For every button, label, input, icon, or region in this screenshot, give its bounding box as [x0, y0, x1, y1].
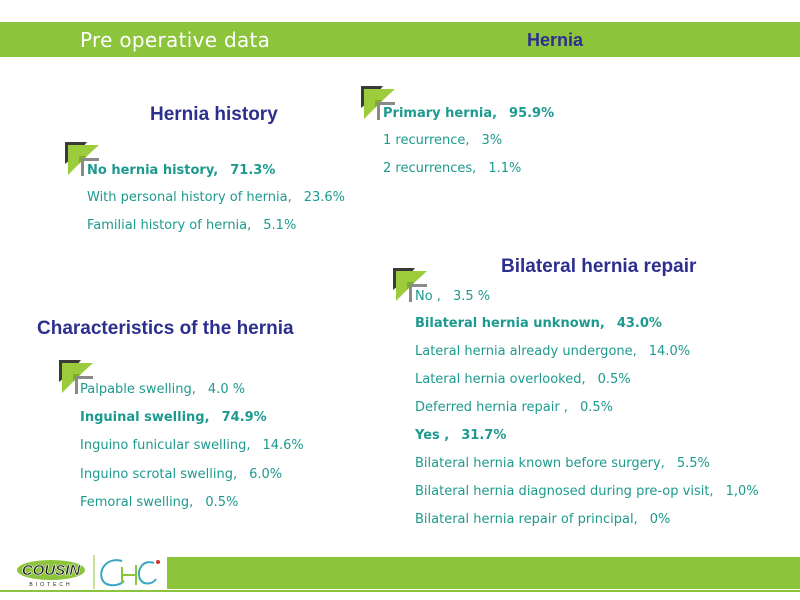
characteristics-title: Characteristics of the hernia — [37, 318, 294, 339]
list-item: Familial history of hernia, 5.1% — [87, 218, 297, 233]
svg-text:BIOTECH: BIOTECH — [29, 582, 73, 588]
list-item: With personal history of hernia, 23.6% — [87, 190, 346, 205]
list-item: Bilateral hernia known before surgery, 5.5% — [415, 456, 710, 471]
list-item: 1 recurrence, 3% — [383, 133, 503, 148]
bilateral-repair-title: Bilateral hernia repair — [501, 256, 697, 277]
list-item: Bilateral hernia diagnosed during pre-op visit, 1,0% — [415, 484, 759, 499]
list-item: Bilateral hernia unknown, 43.0% — [415, 316, 662, 331]
chc-logo — [92, 553, 164, 591]
list-item: Lateral hernia overlooked, 0.5% — [415, 372, 631, 387]
list-item: Inguino funicular swelling, 14.6% — [80, 438, 304, 453]
list-item: Femoral swelling, 0.5% — [80, 495, 239, 510]
list-item: Deferred hernia repair , 0.5% — [415, 400, 613, 415]
list-item: Primary hernia, 95.9% — [383, 106, 555, 121]
list-item: Palpable swelling, 4.0 % — [80, 382, 246, 397]
list-item: No , 3.5 % — [415, 289, 491, 304]
svg-text:COUSIN: COUSIN — [21, 562, 81, 579]
list-item: Lateral hernia already undergone, 14.0% — [415, 344, 691, 359]
list-item: 2 recurrences, 1.1% — [383, 161, 522, 176]
footer-bar — [167, 557, 800, 589]
list-item: Inguino scrotal swelling, 6.0% — [80, 467, 283, 482]
list-item: Yes , 31.7% — [415, 428, 507, 443]
page-title: Pre operative data — [80, 28, 271, 52]
list-item: Inguinal swelling, 74.9% — [80, 410, 267, 425]
hernia-history-title: Hernia history — [150, 104, 278, 125]
list-item: No hernia history, 71.3% — [87, 163, 276, 178]
cousin-biotech-logo — [16, 558, 86, 588]
section-heading-hernia: Hernia — [527, 30, 584, 50]
list-item: Bilateral hernia repair of principal, 0% — [415, 512, 671, 527]
header-bar — [0, 22, 800, 57]
